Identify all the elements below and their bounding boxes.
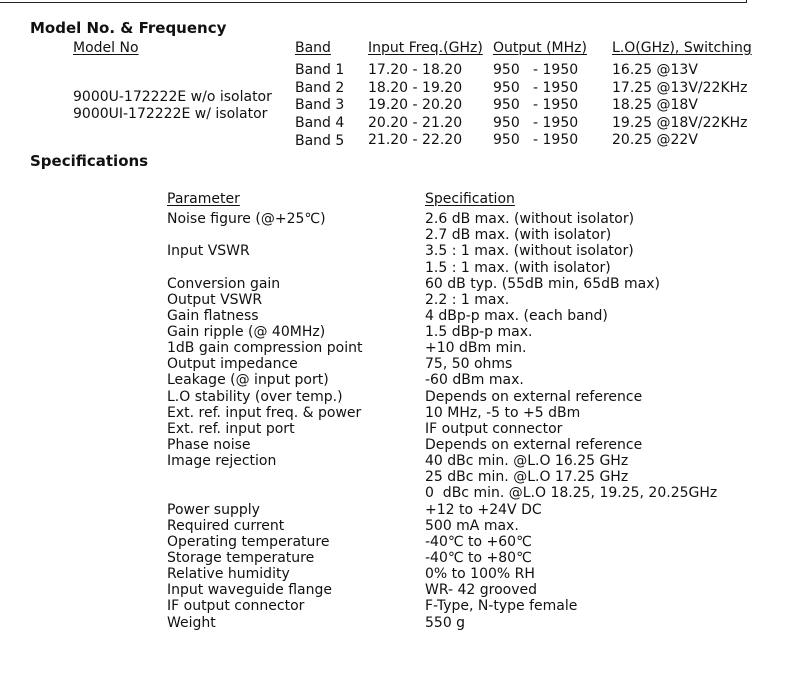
parameter-label: Noise figure (@+25℃)	[167, 211, 326, 227]
column-header-lo-switching: L.O(GHz), Switching	[612, 40, 752, 56]
band-name: Band 4	[295, 115, 345, 131]
model-number-without-isolator: 9000U-172222E w/o isolator	[73, 89, 272, 105]
parameter-label: Gain flatness	[167, 308, 259, 324]
parameter-label: Gain ripple (@ 40MHz)	[167, 324, 326, 340]
band-name: Band 1	[295, 62, 345, 78]
specification-value: -40℃ to +60℃	[425, 534, 532, 550]
lo-switching-value: 17.25 @13V/22KHz	[612, 80, 748, 96]
output-freq-end: - 1950	[533, 132, 579, 148]
input-freq-range: 18.20 - 19.20	[368, 80, 463, 96]
band-name: Band 2	[295, 80, 345, 96]
parameter-label: Input waveguide flange	[167, 582, 332, 598]
output-freq-start: 950	[493, 62, 520, 78]
output-freq-start: 950	[493, 115, 520, 131]
output-freq-end: - 1950	[533, 115, 579, 131]
specification-value: 4 dBp-p max. (each band)	[425, 308, 608, 324]
parameter-label: IF output connector	[167, 598, 305, 614]
specification-value: WR- 42 grooved	[425, 582, 538, 598]
specification-value: 500 mA max.	[425, 518, 519, 534]
output-freq-start: 950	[493, 132, 520, 148]
column-header-band: Band	[295, 40, 331, 56]
column-header-model-no: Model No	[73, 40, 139, 56]
specification-value: 1.5 dBp-p max.	[425, 324, 533, 340]
specification-value: 10 MHz, -5 to +5 dBm	[425, 405, 581, 421]
specification-value: 0 dBc min. @L.O 18.25, 19.25, 20.25GHz	[425, 485, 718, 501]
parameter-label: Leakage (@ input port)	[167, 372, 329, 388]
parameter-label: Input VSWR	[167, 243, 250, 259]
specification-value: 1.5 : 1 max. (with isolator)	[425, 260, 611, 276]
parameter-label: L.O stability (over temp.)	[167, 389, 343, 405]
specification-value: 550 g	[425, 615, 466, 631]
output-freq-end: - 1950	[533, 80, 579, 96]
lo-switching-value: 18.25 @18V	[612, 97, 698, 113]
output-freq-end: - 1950	[533, 97, 579, 113]
specification-value: -60 dBm max.	[425, 372, 524, 388]
model-number-with-isolator: 9000UI-172222E w/ isolator	[73, 106, 268, 122]
parameter-label: Power supply	[167, 502, 260, 518]
input-freq-range: 19.20 - 20.20	[368, 97, 463, 113]
input-freq-range: 17.20 - 18.20	[368, 62, 463, 78]
specification-value: 3.5 : 1 max. (without isolator)	[425, 243, 634, 259]
section-heading-specifications: Specifications	[30, 152, 149, 170]
section-heading-model-frequency: Model No. & Frequency	[30, 19, 227, 37]
parameter-label: Image rejection	[167, 453, 277, 469]
output-freq-end: - 1950	[533, 62, 579, 78]
parameter-label: Output VSWR	[167, 292, 263, 308]
band-name: Band 5	[295, 133, 345, 149]
specification-value: 2.7 dB max. (with isolator)	[425, 227, 612, 243]
specification-value: Depends on external reference	[425, 389, 643, 405]
lo-switching-value: 19.25 @18V/22KHz	[612, 115, 748, 131]
specification-value: 60 dB typ. (55dB min, 65dB max)	[425, 276, 661, 292]
lo-switching-value: 16.25 @13V	[612, 62, 698, 78]
input-freq-range: 21.20 - 22.20	[368, 132, 463, 148]
lo-switching-value: 20.25 @22V	[612, 132, 698, 148]
parameter-label: Ext. ref. input freq. & power	[167, 405, 362, 421]
specification-value: 40 dBc min. @L.O 16.25 GHz	[425, 453, 629, 469]
specification-value: 2.6 dB max. (without isolator)	[425, 211, 635, 227]
column-header-output: Output (MHz)	[493, 40, 587, 56]
parameter-label: Ext. ref. input port	[167, 421, 295, 437]
specification-value: 0% to 100% RH	[425, 566, 535, 582]
band-name: Band 3	[295, 97, 345, 113]
specification-value: Depends on external reference	[425, 437, 643, 453]
parameter-label: Output impedance	[167, 356, 298, 372]
column-header-parameter: Parameter	[167, 191, 240, 207]
specification-value: -40℃ to +80℃	[425, 550, 532, 566]
specification-value: F-Type, N-type female	[425, 598, 578, 614]
parameter-label: Storage temperature	[167, 550, 315, 566]
column-header-specification: Specification	[425, 191, 515, 207]
top-border-line	[0, 0, 747, 3]
parameter-label: 1dB gain compression point	[167, 340, 363, 356]
parameter-label: Operating temperature	[167, 534, 330, 550]
output-freq-start: 950	[493, 80, 520, 96]
parameter-label: Required current	[167, 518, 285, 534]
specification-value: IF output connector	[425, 421, 563, 437]
parameter-label: Phase noise	[167, 437, 251, 453]
specification-value: 25 dBc min. @L.O 17.25 GHz	[425, 469, 629, 485]
specification-value: 75, 50 ohms	[425, 356, 513, 372]
output-freq-start: 950	[493, 97, 520, 113]
input-freq-range: 20.20 - 21.20	[368, 115, 463, 131]
parameter-label: Relative humidity	[167, 566, 290, 582]
specification-value: +12 to +24V DC	[425, 502, 542, 518]
column-header-input-freq: Input Freq.(GHz)	[368, 40, 483, 56]
specification-value: +10 dBm min.	[425, 340, 527, 356]
specification-value: 2.2 : 1 max.	[425, 292, 510, 308]
parameter-label: Conversion gain	[167, 276, 281, 292]
parameter-label: Weight	[167, 615, 216, 631]
